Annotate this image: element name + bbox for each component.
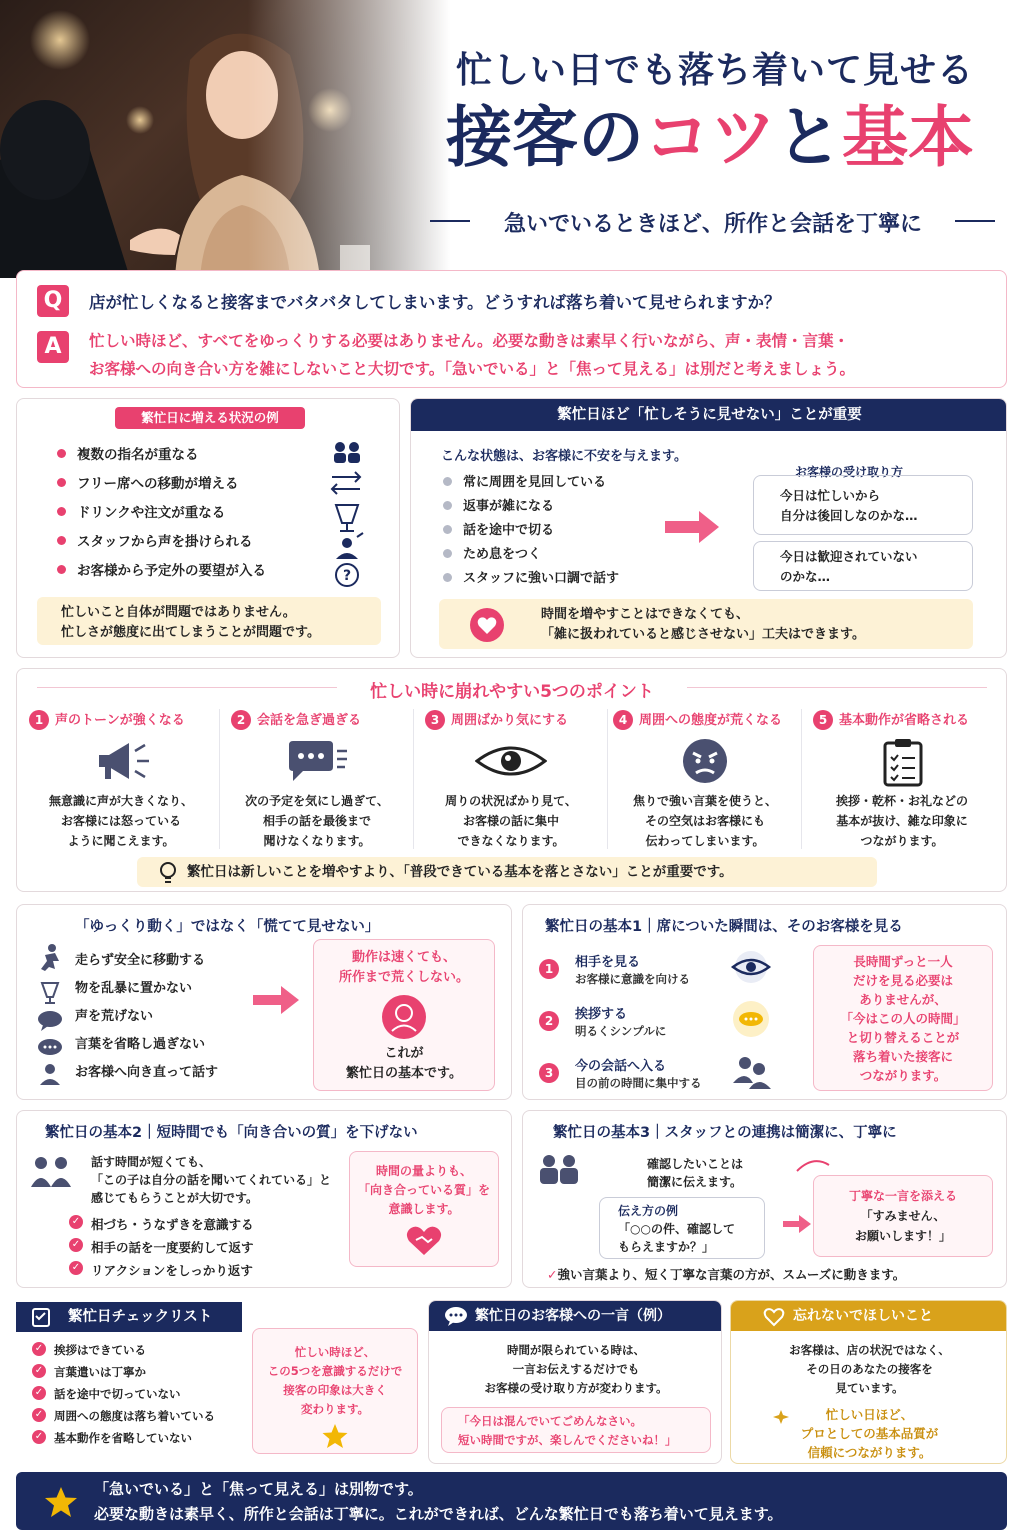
not-busy-list xyxy=(441,471,671,591)
note-line: 「雑に扱われていると感じさせない」工夫はできます。 xyxy=(541,627,865,642)
star-icon xyxy=(44,1486,78,1518)
reception-bubble-2 xyxy=(753,541,973,591)
basic1-box xyxy=(813,945,993,1091)
subtitle-rule-right xyxy=(955,220,995,222)
box-line: だけを見る必要は xyxy=(852,973,953,988)
box-line: 長時間ずっと一人 xyxy=(853,954,953,969)
step-sub: お客様に意識を向ける xyxy=(575,972,690,986)
box-line: これが xyxy=(384,1046,424,1061)
remember-lead xyxy=(731,1341,1007,1398)
desc-line: お客様には怒っている xyxy=(60,814,181,828)
divider xyxy=(607,709,608,849)
em-line: 忙しい日ほど、 xyxy=(825,1407,914,1422)
move-panel xyxy=(16,904,512,1100)
lead-line: 感じてもらうことが大切です。 xyxy=(91,1191,259,1205)
reception-label: お客様の受け取り方 xyxy=(791,463,907,480)
qa-panel xyxy=(16,270,1007,388)
list-item: ✓ リアクションをしっかり返す xyxy=(69,1261,254,1284)
desc-line: 挨拶・乾杯・お礼などの xyxy=(835,794,968,808)
box-line: この5つを意識するだけで xyxy=(267,1364,403,1378)
bubble-line: 自分は後回しなのかな… xyxy=(780,508,918,523)
checklist-list xyxy=(32,1342,215,1452)
desc-line: 焦りで強い言葉を使うと、 xyxy=(632,794,777,808)
desc-line: 無意識に声が大きくなり、 xyxy=(48,794,193,808)
box-line: ありませんが、 xyxy=(859,992,947,1007)
list-item: ✓ 相手の話を一度要約して返す xyxy=(69,1238,254,1261)
speech-icon xyxy=(38,1039,62,1055)
box-line: 「今はこの人の時間」 xyxy=(840,1011,966,1026)
lightbulb-icon xyxy=(157,861,179,885)
footer-line2: 必要な動きは素早く、所作と会話は丁寧に。これができれば、どんな繁忙日でも落ち着いて見えます。 xyxy=(94,1505,783,1523)
heart-icon xyxy=(469,607,505,643)
box-line: 変わります。 xyxy=(300,1402,370,1416)
heart-handshake-icon xyxy=(404,1223,444,1257)
point-3 xyxy=(415,709,607,853)
angry-face-icon xyxy=(681,737,729,785)
points-panel xyxy=(16,668,1007,892)
two-people-icon xyxy=(29,1155,75,1191)
lead-line: 話す時間が短くても、 xyxy=(91,1155,212,1169)
lead-line: 一言お伝えするだけでも xyxy=(512,1362,640,1376)
title-part4: 基本 xyxy=(842,99,974,176)
note-text: 強い言葉より、短く丁寧な言葉の方が、スムーズに動きます。 xyxy=(557,1267,906,1282)
list-item: スタッフから声を掛けられる xyxy=(55,530,315,559)
box-line: 所作まで荒くしない。 xyxy=(338,970,469,985)
step-num: 1 xyxy=(539,959,559,979)
q-badge: Q xyxy=(37,285,69,317)
situations-list xyxy=(55,443,315,588)
person-icon xyxy=(40,1064,60,1085)
checklist-section xyxy=(16,1302,420,1464)
points-title: 忙しい時に崩れやすい5つのポイント xyxy=(370,682,654,702)
staff-call-icon xyxy=(336,533,363,559)
example-box xyxy=(599,1197,765,1259)
desc-line: お客様の話に集中 xyxy=(462,814,559,828)
chat-icon xyxy=(38,1011,62,1031)
drink-glass-icon xyxy=(336,505,358,531)
quote-line: 短い時間ですが、楽しんでくださいね！」 xyxy=(458,1433,677,1447)
basic2-lead xyxy=(91,1153,331,1207)
basic3-panel xyxy=(522,1110,1007,1288)
desc-line: 相手の話を最後まで xyxy=(262,814,371,828)
point-num: 1 xyxy=(29,710,49,730)
list-item: フリー席への移動が増える xyxy=(55,472,315,501)
reception-bubble-1 xyxy=(753,475,973,535)
note-line: 時間を増やすことはできなくても、 xyxy=(541,607,750,622)
point-2 xyxy=(221,709,413,853)
step-title: 今の会話へ入る xyxy=(575,1059,667,1074)
list-item: ✓ 挨拶はできている xyxy=(32,1342,215,1364)
basic3-title: 繁忙日の基本3｜スタッフとの連携は簡潔に、丁寧に xyxy=(553,1125,897,1141)
remember-panel xyxy=(730,1300,1007,1464)
point-num: 4 xyxy=(613,710,633,730)
lead-line: お客様は、店の状況ではなく、 xyxy=(789,1343,950,1357)
point-1 xyxy=(23,709,219,853)
checklist-box xyxy=(252,1328,418,1454)
greeting-bubble-icon xyxy=(733,1001,769,1037)
point-title xyxy=(221,709,413,730)
not-busy-note xyxy=(439,599,973,649)
desc-line: 周りの状況ばかり見て、 xyxy=(445,794,577,808)
staff-avatar-icon xyxy=(381,994,427,1040)
example-line: もらえますか？」 xyxy=(618,1240,715,1254)
page-title-main xyxy=(410,98,1010,178)
question-icon xyxy=(336,564,358,586)
oneword-quote xyxy=(441,1407,711,1453)
arrow-right-icon xyxy=(663,507,723,547)
desc-line: できなくなります。 xyxy=(457,834,565,848)
basic3-lead xyxy=(647,1155,743,1191)
subtitle-rule-left xyxy=(430,220,470,222)
points-rule-right xyxy=(687,687,987,688)
point-5 xyxy=(803,709,1001,853)
list-item: ✓ 言葉遣いは丁寧か xyxy=(32,1364,215,1386)
oneword-panel xyxy=(428,1300,722,1464)
step-title: 相手を見る xyxy=(575,955,641,970)
box-line: 忙しい時ほど、 xyxy=(294,1345,376,1359)
note-line: 忙しいこと自体が問題ではありません。 xyxy=(61,605,296,620)
question-text: 店が忙しくなると接客までバタバタしてしまいます。どうすれば落ち着いて見せられますか？ xyxy=(89,293,781,312)
star-icon xyxy=(321,1423,349,1449)
move-icons xyxy=(35,943,65,1093)
remember-em xyxy=(731,1405,1007,1462)
not-busy-panel xyxy=(410,398,1007,658)
situations-panel xyxy=(16,398,400,658)
lead-line: お客様の受け取り方が変わります。 xyxy=(484,1381,668,1395)
list-item: 声を荒げない xyxy=(75,1009,154,1024)
list-item: スタッフに強い口調で話す xyxy=(441,567,671,591)
answer-line2: お客様への向き合い方を雑にしないこと大切です。「急いでいる」と「焦って見える」は別だと考えましょう。 xyxy=(89,360,856,378)
move-box xyxy=(313,939,495,1091)
curved-arrow-icon xyxy=(793,1155,833,1175)
list-item: ドリンクや注文が重なる xyxy=(55,501,315,530)
list-item: ✓ 基本動作を省略していない xyxy=(32,1430,215,1452)
point-title-text: 基本動作が省略される xyxy=(839,713,970,728)
svg-text:?: ? xyxy=(342,568,352,584)
basic3-box xyxy=(813,1175,993,1257)
situations-note xyxy=(37,597,381,645)
clipboard-icon xyxy=(881,737,925,787)
point-desc xyxy=(415,791,607,851)
box-line: 接客の印象は大きく xyxy=(283,1383,387,1397)
quote-line: 「今日は混んでいてごめんなさい。 xyxy=(458,1414,642,1428)
point-title xyxy=(23,709,219,730)
point-desc xyxy=(803,791,1001,851)
page-subtitle: 急いでいるときほど、所作と会話を丁寧に xyxy=(503,212,922,237)
eye-icon xyxy=(475,741,547,781)
point-desc xyxy=(221,791,413,851)
list-item: 走らず安全に移動する xyxy=(75,953,206,968)
not-busy-bar: 繁忙日ほど「忙しそうに見せない」ことが重要 xyxy=(411,399,1007,431)
basic2-list xyxy=(69,1215,254,1284)
lead-line: 「この子は自分の話を聞いてくれている」と xyxy=(91,1173,332,1187)
em-line: プロとしての基本品質が xyxy=(800,1426,939,1441)
points-tip xyxy=(137,857,877,887)
point-num: 5 xyxy=(813,710,833,730)
list-item: ✓ 話を途中で切っていない xyxy=(32,1386,215,1408)
bubble-line: のかな… xyxy=(780,569,831,584)
check-icon: ✓ xyxy=(547,1267,558,1282)
arrow-right-icon xyxy=(251,983,301,1017)
desc-line: 伝わってしまいます。 xyxy=(645,834,765,848)
point-desc xyxy=(609,791,801,851)
point-title xyxy=(609,709,801,730)
divider xyxy=(413,709,414,849)
checklist-icon xyxy=(30,1307,52,1327)
heart-outline-icon xyxy=(763,1307,785,1327)
note-line: 忙しさが態度に出てしまうことが問題です。 xyxy=(61,625,320,640)
box-line: 落ち着いた接客に xyxy=(852,1049,953,1064)
lead-line: 時間が限られている時は、 xyxy=(507,1343,645,1357)
step-sub: 明るくシンプルに xyxy=(575,1024,667,1038)
hero-illustration xyxy=(0,0,450,278)
basic2-title: 繁忙日の基本2｜短時間でも「向き合いの質」を下げない xyxy=(45,1125,418,1141)
basic1-icons xyxy=(725,951,779,1091)
list-item: 物を乱暴に置かない xyxy=(75,981,193,996)
footer-line1: 「急いでいる」と「焦って見える」は別物です。 xyxy=(94,1480,423,1498)
divider xyxy=(219,709,220,849)
megaphone-icon xyxy=(95,739,155,785)
list-item: 複数の指名が重なる xyxy=(55,443,315,472)
glass-icon xyxy=(42,983,58,1003)
example-label: 伝え方の例 xyxy=(618,1204,679,1218)
list-item: ✓ 周囲への態度は落ち着いている xyxy=(32,1408,215,1430)
swap-arrows-icon xyxy=(332,472,360,494)
point-num: 2 xyxy=(231,710,251,730)
box-line: と切り替えることが xyxy=(846,1030,960,1045)
point-title-text: 声のトーンが強くなる xyxy=(55,713,185,728)
point-title-text: 周囲への態度が荒くなる xyxy=(639,713,783,728)
divider xyxy=(801,709,802,849)
speech-bubble-icon xyxy=(285,739,349,785)
box-line: お願いします！」 xyxy=(854,1229,951,1243)
basic2-panel xyxy=(16,1110,512,1288)
point-num: 3 xyxy=(425,710,445,730)
box-line: 動作は速くても、 xyxy=(351,950,456,965)
list-item: 言葉を省略し過ぎない xyxy=(75,1037,206,1052)
list-item: お客様へ向き直って話す xyxy=(75,1065,219,1080)
example-line: 「○○の件、確認して xyxy=(618,1222,735,1236)
not-busy-lead: こんな状態は、お客様に不安を与えます。 xyxy=(441,449,687,464)
desc-line: 聞けなくなります。 xyxy=(263,834,371,848)
checklist-title: 繁忙日チェックリスト xyxy=(68,1309,213,1325)
box-line: つながります。 xyxy=(859,1068,947,1083)
step-title: 挨拶する xyxy=(575,1007,628,1022)
oneword-lead xyxy=(429,1341,722,1398)
hero-photo xyxy=(0,0,450,278)
list-item: 返事が雑になる xyxy=(441,495,671,519)
tip-text: 繁忙日は新しいことを増やすより、「普段できている基本を落とさない」ことが重要です。 xyxy=(187,864,733,880)
lead-line: その日のあなたの接客を xyxy=(806,1362,933,1376)
title-part3: と xyxy=(776,99,842,176)
oneword-bar xyxy=(429,1301,722,1331)
lead-line: 見ています。 xyxy=(835,1381,904,1395)
situations-tag: 繁忙日に増える状況の例 xyxy=(115,407,305,429)
page-title-line1: 忙しい日でも落ち着いて見せる xyxy=(455,50,974,91)
remember-title: 忘れないでほしいこと xyxy=(793,1308,933,1324)
basic3-note xyxy=(547,1265,905,1283)
point-title-text: 周囲ばかり気にする xyxy=(451,713,569,728)
lead-line: 確認したいことは xyxy=(647,1157,744,1171)
bubble-line: 今日は歓迎されていない xyxy=(780,549,918,564)
step-num: 2 xyxy=(539,1011,559,1031)
list-item: ため息をつく xyxy=(441,543,671,567)
basic2-box xyxy=(349,1151,499,1267)
point-title-text: 会話を急ぎ過ぎる xyxy=(257,713,362,728)
situation-icons xyxy=(327,439,377,589)
box-line: 繁忙日の基本です。 xyxy=(346,1066,462,1081)
bubble-line: 今日は忙しいから xyxy=(780,488,881,503)
oneword-title: 繁忙日のお客様への一言（例） xyxy=(475,1308,671,1324)
desc-line: 次の予定を気にし過ぎて、 xyxy=(245,794,389,808)
arrow-right-icon xyxy=(781,1213,813,1235)
desc-line: その空気はお客様にも xyxy=(644,814,765,828)
box-line: 「向き合っている質」を xyxy=(357,1183,490,1197)
move-list xyxy=(75,947,218,1087)
point-desc xyxy=(23,791,219,851)
list-item: お客様から予定外の要望が入る xyxy=(55,559,315,588)
speech-bubble-icon xyxy=(443,1306,469,1326)
point-title xyxy=(803,709,1001,730)
box-line: 「すみません、 xyxy=(860,1209,946,1223)
desc-line: つながります。 xyxy=(860,834,944,848)
list-item: 常に周囲を見回している xyxy=(441,471,671,495)
staff-pair-icon xyxy=(537,1153,583,1189)
move-title: 「ゆっくり動く」ではなく「慌てて見せない」 xyxy=(75,919,380,935)
box-line: 意識します。 xyxy=(388,1202,460,1216)
a-badge: A xyxy=(37,331,69,363)
lead-line: 簡潔に伝えます。 xyxy=(647,1175,743,1189)
point-4 xyxy=(609,709,801,853)
desc-line: ように聞こえます。 xyxy=(67,834,175,848)
running-icon xyxy=(41,944,59,971)
box-line: 時間の量よりも、 xyxy=(375,1164,472,1178)
answer-line1: 忙しい時ほど、すべてをゆっくりする必要はありません。必要な動きは素早く行いながら、声・表情・言葉・ xyxy=(89,332,849,350)
conversation-icon xyxy=(733,1057,771,1089)
em-line: 信頼につながります。 xyxy=(807,1445,932,1460)
footer-banner xyxy=(16,1472,1007,1530)
eye-icon xyxy=(733,951,769,983)
point-title xyxy=(415,709,607,730)
list-item: 話を途中で切る xyxy=(441,519,671,543)
box-label: 丁寧な一言を添える xyxy=(848,1189,957,1203)
step-num: 3 xyxy=(539,1063,559,1083)
desc-line: 基本が抜け、雑な印象に xyxy=(836,814,968,828)
list-item: ✓ 相づち・うなずきを意識する xyxy=(69,1215,254,1238)
points-rule-left xyxy=(37,687,337,688)
title-part2: コツ xyxy=(644,99,776,176)
basic1-title: 繁忙日の基本1｜席についた瞬間は、そのお客様を見る xyxy=(545,919,903,935)
basic1-panel xyxy=(522,904,1007,1100)
step-sub: 目の前の時間に集中する xyxy=(575,1076,702,1090)
title-part1: 接客の xyxy=(446,99,644,176)
people-icon xyxy=(334,442,360,463)
